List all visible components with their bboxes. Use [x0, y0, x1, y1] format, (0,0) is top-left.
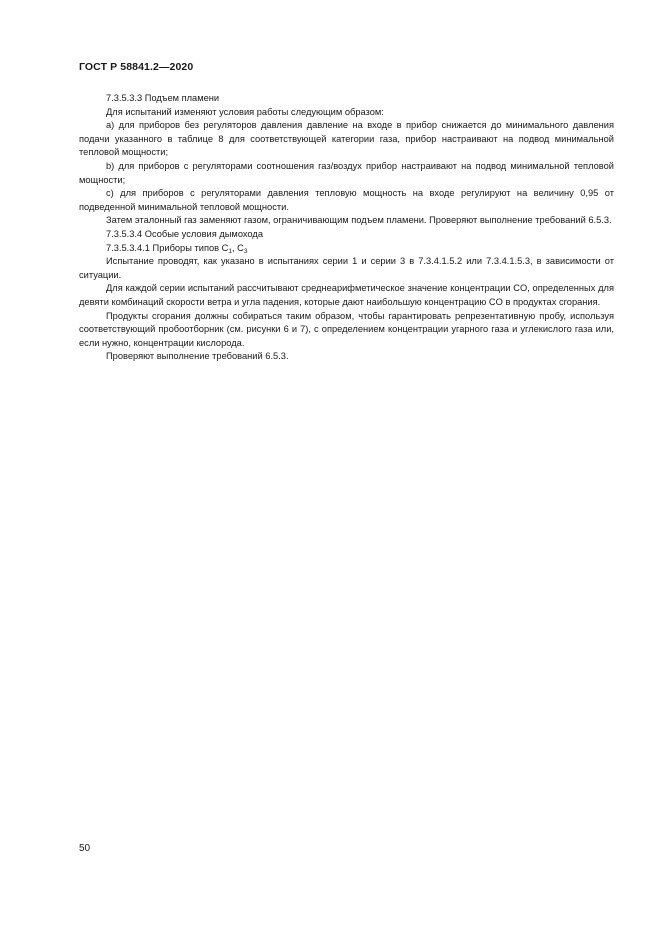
paragraph-co-calculation: Для каждой серии испытаний рассчитывают среднеарифметическое значение концентрации CO, определенных для девяти комбинаций скорости ветра и угла падения, которые дают наибольшую концентрацию CO в продуктах сгорания.: [79, 283, 614, 307]
document-body: [79, 92, 614, 364]
paragraph-verify: Проверяют выполнение требований 6.5.3.: [106, 351, 289, 362]
page-number: 50: [79, 843, 91, 854]
section-title-7-3-5-3-4-1: [79, 242, 614, 256]
paragraph-sampling: Продукты сгорания должны собираться таким образом, чтобы гарантировать репрезентативную пробу, используя соответствующий пробоотборник (см. рисунки 6 и 7), с определением концентрации угарного газа и углекислого газа или, если нужно, концентрации кислорода.: [79, 310, 614, 348]
appliance-types-separator: , C: [232, 242, 244, 253]
paragraph-replace-gas: Затем эталонный газ заменяют газом, ограничивающим подъем пламени. Проверяют выполнение требований 6.5.3.: [106, 215, 612, 226]
appliance-types-label: 7.3.5.3.4.1 Приборы типов C: [106, 242, 229, 253]
subscript-3: 3: [243, 247, 248, 255]
paragraph-test-series: Испытание проводят, как указано в испытаниях серии 1 и серии 3 в 7.3.4.1.5.2 или 7.3.4.1.5.3, в зависимости от ситуации.: [79, 256, 614, 280]
paragraph-intro: Для испытаний изменяют условия работы следующим образом:: [106, 106, 384, 117]
section-title-7-3-5-3-3: 7.3.5.3.3 Подъем пламени: [106, 93, 220, 103]
section-title-7-3-5-3-4: 7.3.5.3.4 Особые условия дымохода: [106, 228, 263, 239]
list-item-b: b) для приборов с регуляторами соотношения газ/воздух прибор настраивают на подвод минимальной тепловой мощности;: [79, 160, 614, 185]
list-item-a: а) для приборов без регуляторов давления давление на входе в прибор снижается до минимального давления подачи указанного в таблице 8 для соответствующей категории газа, прибор настраивают на подвод минимальной тепловой мощности;: [79, 120, 614, 158]
subscript-1: 1: [228, 247, 233, 255]
document-header: ГОСТ Р 58841.2—2020: [79, 61, 194, 73]
list-item-c: c) для приборов с регуляторами давления тепловую мощность на входе регулируют на величину 0,95 от подведенной минимальной тепловой мощности.: [79, 188, 614, 212]
